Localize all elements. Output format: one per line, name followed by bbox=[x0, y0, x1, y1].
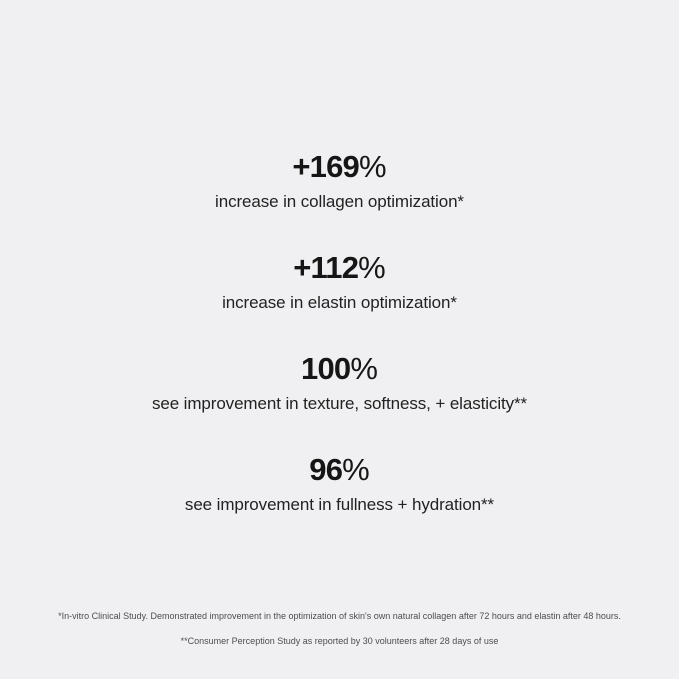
stat-item-collagen bbox=[215, 150, 464, 213]
stat-label: increase in collagen optimization* bbox=[215, 192, 464, 211]
percent-sign: % bbox=[359, 149, 387, 184]
percent-sign: % bbox=[358, 250, 386, 285]
stat-item-fullness bbox=[185, 453, 494, 516]
stat-item-texture bbox=[152, 352, 527, 415]
stat-number: +112 bbox=[293, 250, 359, 285]
footnotes bbox=[0, 612, 679, 646]
stat-number: 100 bbox=[301, 351, 351, 386]
stat-item-elastin bbox=[222, 251, 457, 314]
stat-value bbox=[222, 251, 457, 285]
percent-sign: % bbox=[350, 351, 378, 386]
stat-label: see improvement in fullness + hydration** bbox=[184, 495, 495, 514]
stat-number: +169 bbox=[292, 149, 360, 184]
stat-number: 96 bbox=[309, 452, 343, 487]
percent-sign: % bbox=[342, 452, 370, 487]
stat-value bbox=[152, 352, 527, 386]
stat-value bbox=[215, 150, 464, 184]
footnote-consumer-study: **Consumer Perception Study as reported by 30 volunteers after 28 days of use bbox=[180, 636, 499, 646]
stat-label: see improvement in texture, softness, + elasticity** bbox=[151, 394, 528, 413]
stat-value bbox=[185, 453, 494, 487]
footnote-clinical-study: *In-vitro Clinical Study. Demonstrated improvement in the optimization of skin's own natural collagen after 72 hours and elastin after 48 hours. bbox=[58, 611, 621, 621]
stat-label: increase in elastin optimization* bbox=[222, 293, 457, 312]
